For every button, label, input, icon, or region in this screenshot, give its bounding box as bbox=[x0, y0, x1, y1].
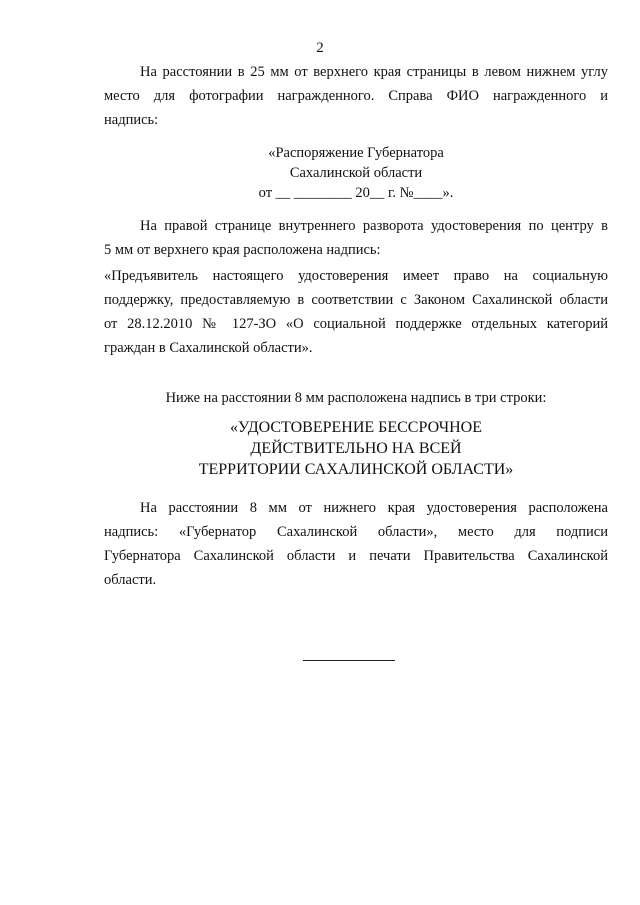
heading-line: «УДОСТОВЕРЕНИЕ БЕССРОЧНОЕ bbox=[230, 419, 482, 436]
paragraph-signature bbox=[104, 496, 608, 592]
text-line: Губернатора Сахалинской области и печати Правительства Сахалинской bbox=[104, 548, 608, 564]
text-line: «Распоряжение Губернатора bbox=[268, 145, 444, 161]
order-reference bbox=[104, 143, 608, 203]
text-line: области. bbox=[104, 572, 157, 588]
separator-line bbox=[303, 660, 395, 661]
text-line: 5 мм от верхнего края расположена надпись: bbox=[104, 242, 381, 258]
text-line: место для фотографии награжденного. Справа ФИО награжденного и bbox=[104, 88, 608, 104]
text-line: Ниже на расстоянии 8 мм расположена надпись в три строки: bbox=[165, 390, 547, 406]
text-line: На расстоянии в 25 мм от верхнего края страницы в левом нижнем углу bbox=[140, 64, 608, 80]
text-line: надпись: bbox=[104, 112, 159, 128]
text-line: поддержку, предоставляемую в соответствии с Законом Сахалинской области bbox=[104, 292, 608, 308]
text-line: На расстоянии 8 мм от нижнего края удостоверения расположена bbox=[140, 500, 608, 516]
heading-line: ТЕРРИТОРИИ САХАЛИНСКОЙ ОБЛАСТИ» bbox=[198, 461, 514, 478]
text-line: надпись: «Губернатор Сахалинской области», место для подписи bbox=[104, 524, 608, 540]
paragraph-quote bbox=[104, 264, 608, 360]
text-line: На правой странице внутреннего разворота удостоверения по центру в bbox=[140, 218, 608, 234]
text-line: от __ ________ 20__ г. №____». bbox=[258, 185, 454, 201]
paragraph-three-lines bbox=[104, 386, 608, 410]
heading-line: ДЕЙСТВИТЕЛЬНО НА ВСЕЙ bbox=[250, 440, 462, 457]
text-line: Сахалинской области bbox=[289, 165, 423, 181]
text-line: граждан в Сахалинской области». bbox=[104, 340, 313, 356]
paragraph-right-page bbox=[104, 214, 608, 262]
text-line: от 28.12.2010 № 127-ЗО «О социальной поддержке отдельных категорий bbox=[104, 316, 608, 332]
text-line: «Предъявитель настоящего удостоверения имеет право на социальную bbox=[104, 268, 608, 284]
paragraph-photo-placement bbox=[104, 60, 608, 132]
page-number: 2 bbox=[316, 40, 324, 56]
certificate-heading bbox=[104, 417, 608, 480]
